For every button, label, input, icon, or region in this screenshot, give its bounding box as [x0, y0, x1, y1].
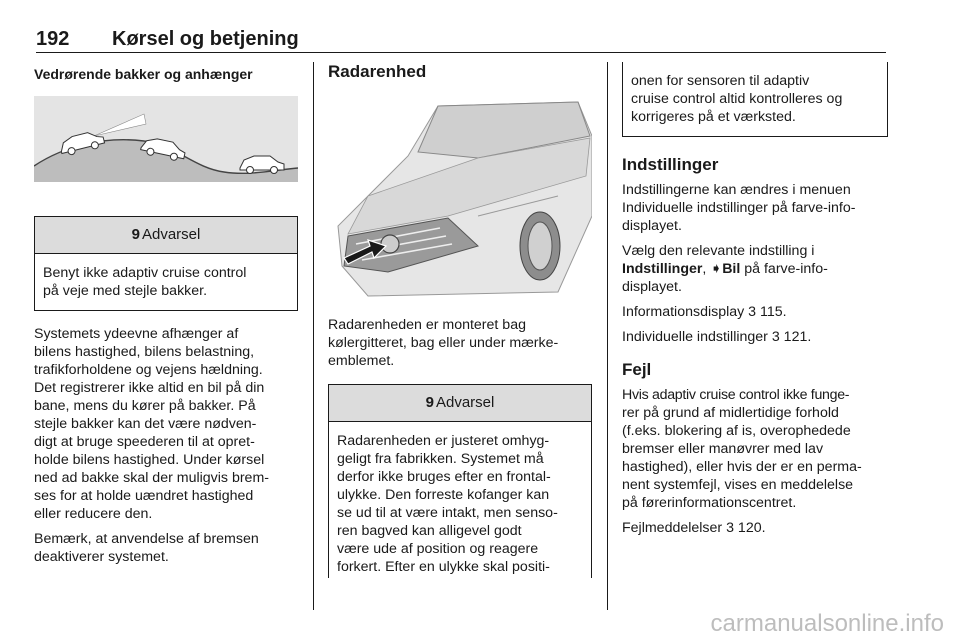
- text-line: (f.eks. blokering af is, overophedede: [622, 423, 851, 439]
- menu-term-settings: Indstillinger: [622, 261, 703, 277]
- ref-info-display: [622, 303, 888, 321]
- warning-icon: 9: [425, 394, 434, 411]
- text-line: holde bilens hastighed. Under kørsel: [34, 452, 265, 468]
- heading-settings: Indstillinger: [622, 155, 719, 174]
- text-line: Radarenheden er monteret bag: [328, 317, 526, 333]
- text-line: eller reducere den.: [34, 506, 153, 522]
- warning-line: geligt fra fabrikken. Systemet må: [337, 451, 544, 467]
- paragraph-performance: [34, 325, 298, 523]
- paragraph-select-setting: [622, 242, 888, 296]
- text-line: Systemets ydeevne afhænger af: [34, 326, 239, 342]
- paragraph-fault: [622, 386, 888, 512]
- text-line: Det registrerer ikke altid en bil på din: [34, 380, 265, 396]
- warning-line: forkert. Efter en ulykke skal positi-: [337, 559, 550, 575]
- warning-line: derfor ikke bruges efter en frontal-: [337, 469, 551, 485]
- heading-radar-unit: Radarenhed: [328, 62, 427, 81]
- warning-body: [623, 62, 887, 136]
- text-line: digt at bruge speederen til at opret-: [34, 434, 255, 450]
- text-line: rer på grund af midlertidige forhold: [622, 405, 839, 421]
- warning-header: [329, 385, 591, 422]
- watermark: carmanualsonline.info: [710, 610, 944, 637]
- text-line: bane, mens du kører på bakker. På: [34, 398, 256, 414]
- text-line: stejle bakker kan det være nødven-: [34, 416, 257, 432]
- warning-line: korrigeres på et værksted.: [631, 109, 796, 125]
- warning-line: ren bagved kan alligevel godt: [337, 523, 522, 539]
- ref-individual-settings: [622, 328, 888, 346]
- text-line: kølergitteret, bag eller under mærke-: [328, 335, 559, 351]
- page-ref-icon: 3: [771, 329, 780, 345]
- text-line: Bemærk, at anvendelse af bremsen: [34, 531, 259, 547]
- page-title: Kørsel og betjening: [112, 28, 299, 50]
- column-3: [622, 62, 888, 537]
- ref-page: 115.: [756, 304, 787, 320]
- warning-title: Advarsel: [141, 226, 201, 243]
- warning-line: på veje med stejle bakker.: [43, 283, 208, 299]
- text-fragment: på farve-info-: [740, 261, 828, 277]
- warning-header: [35, 217, 297, 254]
- text-line: [622, 260, 888, 278]
- ref-text: Fejlmeddelelser: [622, 520, 727, 536]
- warning-line: se ud til at være intakt, men senso-: [337, 505, 558, 521]
- ref-page: 121.: [779, 329, 812, 345]
- warning-body: [329, 422, 591, 578]
- subheading-hills-trailer: Vedrørende bakker og anhænger: [34, 66, 253, 82]
- warning-body: [35, 254, 297, 310]
- page-ref-icon: 3: [748, 304, 757, 320]
- hills-illustration: [34, 96, 298, 192]
- ref-fault-messages: [622, 519, 888, 537]
- text-line: trafikforholdene og vejens hældning.: [34, 362, 263, 378]
- page-ref-icon: 3: [726, 520, 734, 536]
- text-line: deaktiverer systemet.: [34, 549, 169, 565]
- ref-text: Informationsdisplay: [622, 304, 749, 320]
- column-1: [34, 62, 298, 566]
- warning-line: være ude af position og reagere: [337, 541, 539, 557]
- text-line: nent systemfejl, vises en meddelelse: [622, 477, 854, 493]
- warning-line: Benyt ikke adaptiv cruise control: [43, 265, 247, 281]
- text-line: emblemet.: [328, 353, 395, 369]
- warning-box-continued: [622, 62, 888, 137]
- warning-title: Advarsel: [435, 394, 495, 411]
- text-line: displayet.: [622, 279, 682, 295]
- text-line: ned ad bakke skal der muligvis brem-: [34, 470, 269, 486]
- car-front-illustration: [328, 96, 592, 302]
- heading-fault: Fejl: [622, 360, 652, 379]
- text-line: hastighed), eller hvis der er en perma-: [622, 459, 862, 475]
- text-line: displayet.: [622, 218, 682, 234]
- page-header: [36, 28, 886, 53]
- text-line: Hvis adaptiv cruise control ikke funge-: [622, 387, 850, 403]
- warning-line: Radarenheden er justeret omhyg-: [337, 433, 550, 449]
- separator: ,: [702, 261, 711, 277]
- text-line: ses for at holde uændret hastighed: [34, 488, 254, 504]
- paragraph-brake-note: [34, 530, 298, 566]
- page-number: 192: [36, 28, 70, 50]
- column-2: [328, 62, 592, 578]
- warning-line: onen for sensoren til adaptiv: [631, 73, 810, 89]
- warning-line: cruise control altid kontrolleres og: [631, 91, 843, 107]
- warning-box-radar: [328, 384, 592, 578]
- text-line: på førerinformationscentret.: [622, 495, 797, 511]
- text-line: bilens hastighed, bilens belastning,: [34, 344, 255, 360]
- ref-text: Individuelle indstillinger: [622, 329, 772, 345]
- warning-line: ulykke. Den forreste kofanger kan: [337, 487, 550, 503]
- text-line: Indstillingerne kan ændres i menuen: [622, 182, 851, 198]
- warning-box-hills: [34, 216, 298, 311]
- warning-icon: 9: [131, 226, 140, 243]
- paragraph-radar-location: [328, 316, 592, 370]
- column-divider-1: [313, 62, 314, 610]
- paragraph-settings-menu: [622, 181, 888, 235]
- arrow-right-icon: ➧: [710, 261, 723, 277]
- text-line: Vælg den relevante indstilling i: [622, 243, 815, 259]
- ref-page: 120.: [733, 520, 766, 536]
- menu-term-car: Bil: [722, 261, 741, 277]
- text-line: Individuelle indstillinger på farve-info-: [622, 200, 856, 216]
- text-line: bremser eller manøvrer med lav: [622, 441, 824, 457]
- column-divider-2: [607, 62, 608, 610]
